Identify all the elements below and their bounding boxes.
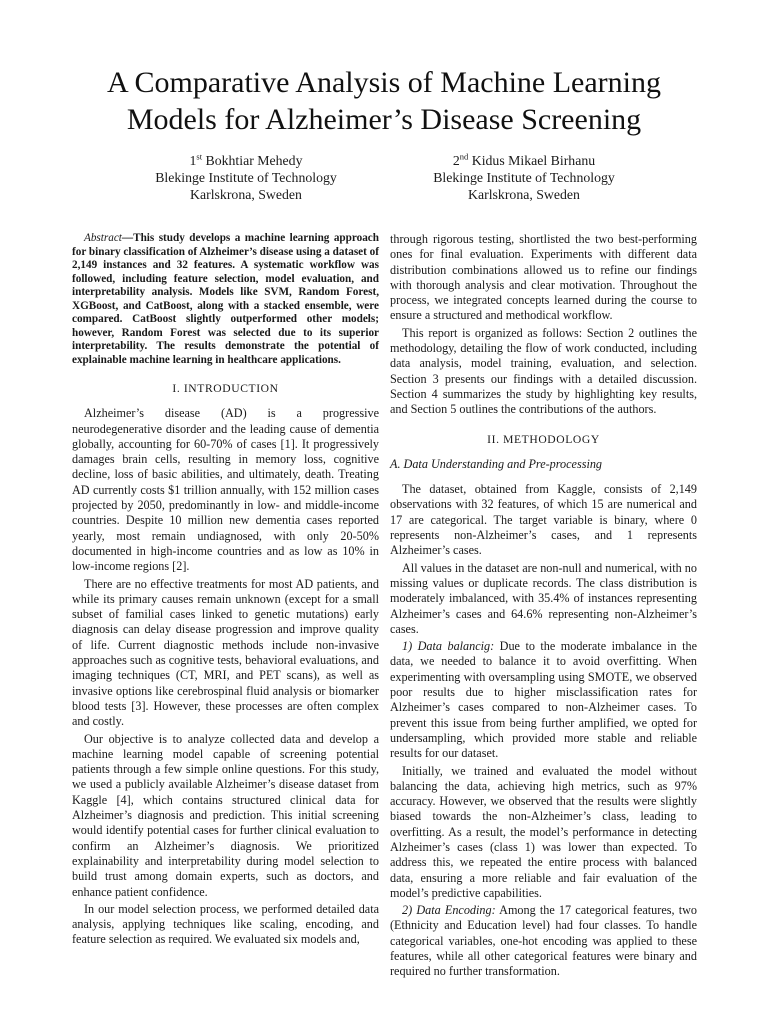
author-name-line	[96, 152, 396, 169]
section-heading-introduction: I. INTRODUCTION	[172, 382, 279, 395]
author-name: Bokhtiar Mehedy	[205, 153, 303, 168]
author-ordinal: 1	[189, 153, 197, 168]
author-affiliation: Blekinge Institute of Technology	[433, 170, 615, 185]
method-paragraph-2: All values in the dataset are non-null and numerical, with no missing values or duplicate records. The class distribution is moderately imbalanced, with 35.4% of instances representing Alzheimer’s cases and 64.6% representing non-Alzheimer’s cases.	[390, 560, 697, 636]
author-ordinal-suffix: nd	[459, 151, 469, 162]
intro-paragraph-4: In our model selection process, we performed detailed data analysis, applying techniques like scaling, encoding, and feature selection as required. We evaluated six models and,	[72, 901, 379, 947]
intro-paragraph-5: through rigorous testing, shortlisted the two best-performing ones for final evaluation. Experiments with different data distribution combinations allowed us to refine our findings with thorough analysis and clear motivation. Throughout the process, we integrated concepts learned during the course to ensure a structured and methodical workflow.	[390, 232, 697, 323]
author-block-1	[96, 152, 396, 203]
left-column	[72, 232, 379, 950]
author-block-2	[374, 152, 674, 203]
intro-paragraph-6: This report is organized as follows: Section 2 outlines the methodology, detailing the flow of work conducted, including data analysis, model training, evaluation, and selection. Section 3 presents our findings with a detailed discussion. Section 4 summarizes the study by highlighting key results, and Section 5 outlines the contributions of the authors.	[390, 325, 697, 417]
subsection-heading-data-understanding: A. Data Understanding and Pre-processing	[390, 456, 603, 471]
section-heading-methodology: II. METHODOLOGY	[487, 432, 600, 446]
title-line-2: Models for Alzheimer’s Disease Screening	[126, 103, 642, 136]
abstract-label: Abstract	[84, 232, 122, 244]
balancing-label: 1) Data balancig:	[402, 639, 495, 654]
intro-paragraph-2: There are no effective treatments for most AD patients, and while its primary causes remain unknown (except for a small subset of familial cases linked to genetic mutations) early diagnosis can delay disease progression and improve quality of life. Current diagnostic methods include non-invasive approaches such as cognitive tests, behavioral evaluations, and imaging techniques (CT, MRI, and PET scans), as well as invasive options like cerebrospinal fluid analysis or biomarker blood tests [3]. However, these processes are often complex and costly.	[72, 576, 379, 729]
author-affiliation: Blekinge Institute of Technology	[155, 170, 337, 185]
paper-title	[40, 64, 728, 138]
title-line-1: A Comparative Analysis of Machine Learning	[106, 66, 662, 99]
encoding-text: Among the 17 categorical features, two (Ethnicity and Education level) had four classes. To handle categorical variables, one-hot encoding was applied to these features, while all other categorical features were binary and required no further transformation.	[390, 903, 697, 979]
author-name-line	[374, 152, 674, 169]
author-location: Karlskrona, Sweden	[468, 187, 580, 202]
abstract-text: —This study develops a machine learning approach for binary classification of Alzheimer’s disease using a dataset of 2,149 instances and 32 features. A systematic workflow was followed, including feature selection, model evaluation, and interpretability analysis. Models like SVM, Random Forest, XGBoost, and CatBoost, along with a stacked ensemble, were compared. CatBoost slightly outperformed other models; however, Random Forest was selected due to its superior interpretability. The results demonstrate the potential of explainable machine learning in healthcare applications.	[72, 232, 379, 366]
author-ordinal: 2	[452, 153, 460, 168]
intro-paragraph-1: Alzheimer’s disease (AD) is a progressive neurodegenerative disorder and the leading cause of dementia globally, accounting for 60-70% of cases [1]. It progressively damages brain cells, resulting in memory loss, cognitive decline, loss of basic abilities, and ultimately, death. Treating AD currently costs $1 trillion annually, with 152 million cases projected by 2050, predominantly in low- and middle-income countries. Despite 10 million new dementia cases reported yearly, most remain undiagnosed, with only 20-50% documented in high-income countries and as low as 10% in low-income regions [2].	[72, 406, 379, 574]
abstract	[72, 232, 379, 367]
method-paragraph-balancing	[390, 639, 697, 761]
author-name: Kidus Mikael Birhanu	[471, 153, 596, 168]
encoding-label: 2) Data Encoding:	[402, 903, 496, 918]
intro-paragraph-3: Our objective is to analyze collected data and develop a machine learning model capable of screening potential patients through a few simple online questions. For this study, we used a publicly available Alzheimer’s disease dataset from Kaggle [4], which contains structured clinical data for Alzheimer’s diagnosis and prediction. This initial screening would identify potential cases for further clinical evaluation to confirm an Alzheimer’s diagnosis. We prioritized explainability and interpretability during model selection to build trust among domain experts, such as doctors, and enhance patient confidence.	[72, 731, 379, 899]
method-paragraph-1: The dataset, obtained from Kaggle, consists of 2,149 observations with 32 features, of which 15 are numerical and 17 are categorical. The target variable is binary, where 0 represents non-Alzheimer’s cases, and 1 represents Alzheimer’s cases.	[390, 482, 697, 558]
author-location: Karlskrona, Sweden	[190, 187, 302, 202]
right-column	[390, 232, 697, 982]
method-paragraph-4: Initially, we trained and evaluated the model without balancing the data, achieving high metrics, such as 97% accuracy. However, we observed that the results were slightly biased towards the non-Alzheimer’s class, leading to overfitting. As a result, the model’s performance in detecting Alzheimer’s cases (class 1) was lower than expected. To address this, we repeated the entire process with balanced data, ensuring a more reliable and fair evaluation of the model’s predictive capabilities.	[390, 763, 697, 900]
balancing-text: Due to the moderate imbalance in the data, we needed to balance it to avoid overfitting. When experimenting with oversampling using SMOTE, we observed poor results due to higher misclassification rates for Alzheimer’s cases compared to non-Alzheimer cases. To prevent this issue from being further amplified, we opted for undersampling, which provided more stable and reliable results for our dataset.	[390, 639, 697, 761]
method-paragraph-encoding	[390, 903, 697, 979]
author-ordinal-suffix: st	[196, 151, 203, 162]
